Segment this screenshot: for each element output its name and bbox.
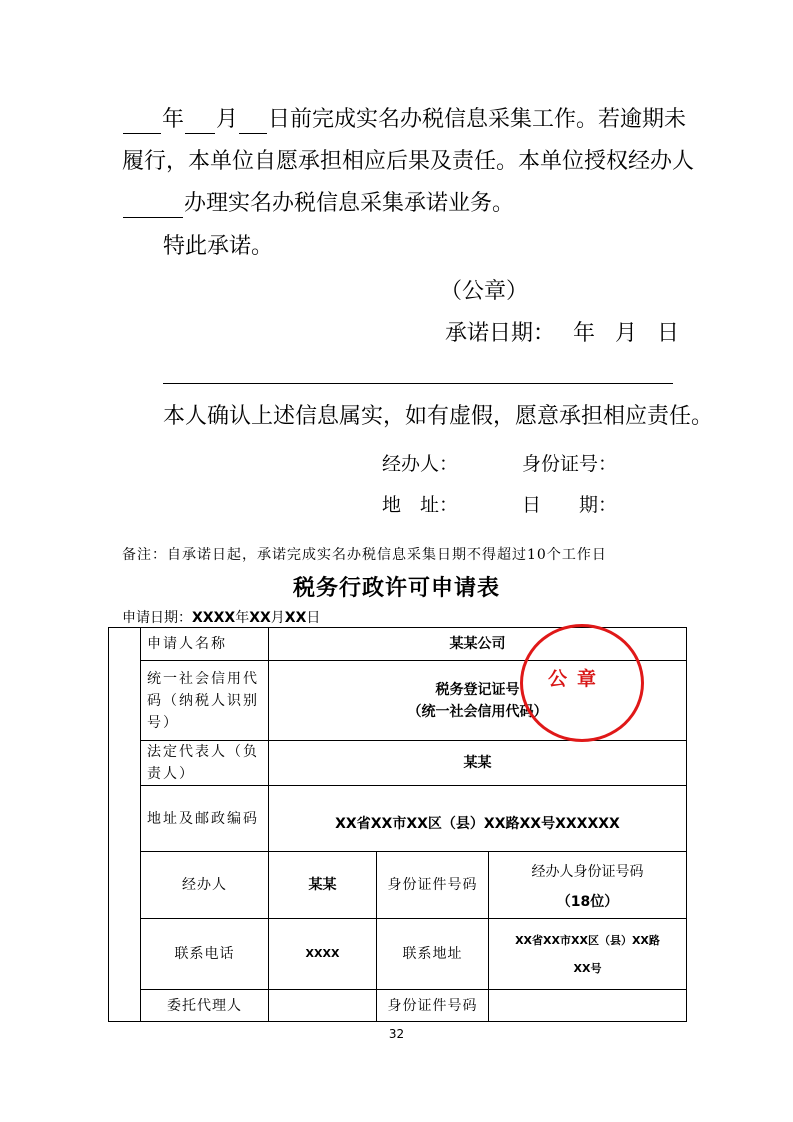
confirm-agent-label: 经办人： <box>382 453 459 475</box>
blank-day <box>239 111 267 134</box>
confirm-id-label: 身份证号： <box>522 453 618 475</box>
proxy-label: 委托代理人 <box>141 990 269 1022</box>
confirm-address-label: 地 址： <box>382 494 459 516</box>
contact-address-value[interactable] <box>489 919 687 990</box>
legal-rep-value[interactable]: 某某 <box>269 741 687 786</box>
address-value[interactable]: XX省XX市XX区（县）XX路XX号XXXXXX <box>269 786 687 852</box>
application-date-month-unit: 月 <box>270 610 285 626</box>
pledge-closing: 特此承诺。 <box>163 234 274 259</box>
pledge-date-year: 年 <box>573 321 596 346</box>
table-row-address <box>109 786 687 852</box>
phone-value[interactable]: XXXX <box>269 919 377 990</box>
pledge-line-3 <box>122 190 514 218</box>
agent-id-value-line-2: （18位） <box>556 894 619 910</box>
confirm-text: 本人确认上述信息属实，如有虚假，愿意承担相应责任。 <box>163 404 714 429</box>
agent-id-value[interactable] <box>489 852 687 919</box>
application-date-day-unit: 日 <box>306 610 321 626</box>
applicant-name-value[interactable]: 某某公司 <box>269 628 687 661</box>
application-date-year: XXXX <box>192 610 236 626</box>
credit-code-label: 统一社会信用代码（纳税人识别号） <box>141 661 269 741</box>
table-row-phone <box>109 919 687 990</box>
pledge-date-month: 月 <box>615 321 638 346</box>
pledge-line-1 <box>122 106 686 134</box>
proxy-id-label: 身份证件号码 <box>377 990 489 1022</box>
pledge-line-3-text: 办理实名办税信息采集承诺业务。 <box>184 191 515 216</box>
application-date-day: XX <box>284 610 307 626</box>
proxy-value[interactable] <box>269 990 377 1022</box>
application-date-month: XX <box>249 610 271 626</box>
blank-month <box>185 111 215 134</box>
credit-code-value-line-2: （统一社会信用代码） <box>407 703 548 720</box>
agent-id-label: 身份证件号码 <box>377 852 489 919</box>
address-label: 地址及邮政编码 <box>141 786 269 852</box>
credit-code-value-line-1: 税务登记证号 <box>435 681 520 698</box>
pledge-month: 月 <box>216 107 239 132</box>
pledge-line-2: 履行，本单位自愿承担相应后果及责任。本单位授权经办人 <box>122 149 695 174</box>
pledge-year: 年 <box>162 107 185 132</box>
page-number: 32 <box>388 1027 405 1041</box>
confirm-date-label: 日 期： <box>522 494 618 516</box>
table-row-legal-rep <box>109 741 687 786</box>
table-row-agent <box>109 852 687 919</box>
phone-label: 联系电话 <box>141 919 269 990</box>
blank-agent <box>123 195 183 218</box>
agent-label: 经办人 <box>141 852 269 919</box>
separator-line <box>163 383 673 384</box>
agent-id-value-line-1: 经办人身份证号码 <box>531 864 644 880</box>
left-margin-column <box>109 628 141 1022</box>
blank-year <box>123 111 161 134</box>
seal-label: （公章） <box>440 279 529 304</box>
pledge-date <box>445 320 679 348</box>
remark-note: 备注：自承诺日起，承诺完成实名办税信息采集日期不得超过10个工作日 <box>122 547 607 563</box>
official-seal-text: 公章 <box>548 668 607 690</box>
proxy-id-value[interactable] <box>489 990 687 1022</box>
application-date-year-unit: 年 <box>235 610 250 626</box>
contact-address-value-line-2: XX号 <box>573 962 602 975</box>
applicant-name-label: 申请人名称 <box>141 628 269 661</box>
application-date-prefix: 申请日期： <box>122 610 192 626</box>
legal-rep-label: 法定代表人（负责人） <box>141 741 269 786</box>
pledge-date-label: 承诺日期： <box>445 321 556 346</box>
contact-address-label: 联系地址 <box>377 919 489 990</box>
application-date <box>122 607 320 627</box>
contact-address-value-line-1: XX省XX市XX区（县）XX路 <box>515 934 660 947</box>
table-row-proxy <box>109 990 687 1022</box>
form-title: 税务行政许可申请表 <box>292 576 500 601</box>
pledge-line-1-text: 日前完成实名办税信息采集工作。若逾期未 <box>268 107 687 132</box>
agent-value[interactable]: 某某 <box>269 852 377 919</box>
pledge-date-day: 日 <box>657 321 680 346</box>
